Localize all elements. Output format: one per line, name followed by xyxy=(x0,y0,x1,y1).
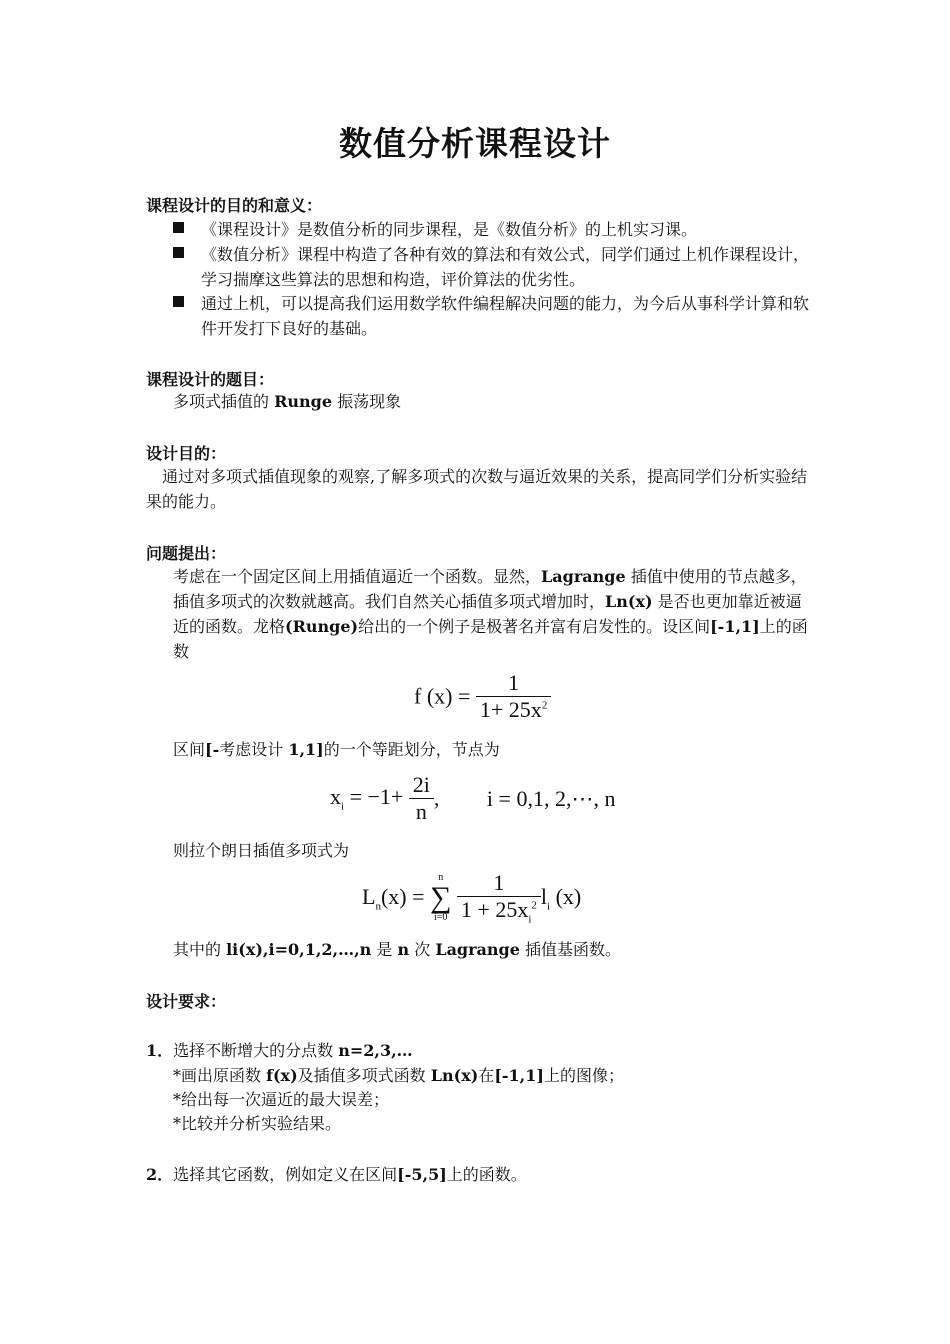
item-text: 上的函数。 xyxy=(446,1165,527,1184)
lagrange-intro: 则拉个朗日插值多项式为 xyxy=(173,841,350,860)
square-bullet-icon xyxy=(173,222,184,233)
requirement-sub-1 xyxy=(173,1063,624,1088)
sub-text: 上的图像； xyxy=(543,1066,624,1085)
denominator-text: 1 + 25x xyxy=(460,897,529,922)
l-subscript: i xyxy=(547,899,551,912)
fraction xyxy=(409,772,434,825)
formula-xi-lhs xyxy=(330,784,404,813)
bullet-text: 通过上机，可以提高我们运用数学软件编程解决问题的能力，为今后从事科学计算和软件开发打下良好的基础。 xyxy=(201,294,810,338)
sub-text: [-1,1] xyxy=(494,1066,544,1085)
problem-text: 是否也更加靠近被逼近的函数。龙格 xyxy=(173,592,802,636)
denominator-text: 1+ 25x xyxy=(479,697,542,722)
sub-text: *画出原函数 xyxy=(173,1066,267,1085)
fraction xyxy=(476,670,551,723)
item-text: [-5,5] xyxy=(397,1165,447,1184)
square-bullet-icon xyxy=(173,296,184,307)
item-text: 选择不断增大的分点数 xyxy=(173,1041,339,1060)
bullet-text: 《数值分析》课程中构造了各种有效的算法和有效公式，同学们通过上机作课程设计，学习揣摩这些算法的思想和构造，评价算法的优劣性。 xyxy=(201,245,810,289)
x-mid: = −1+ xyxy=(344,784,404,810)
requirement-item-1 xyxy=(146,1038,413,1063)
fraction-denominator xyxy=(476,696,551,723)
sub-text: 及插值多项式函数 xyxy=(297,1066,431,1085)
denominator-subscript: i xyxy=(528,913,532,926)
sigma-icon: ∑ xyxy=(430,880,452,914)
basis-text xyxy=(173,937,621,962)
l-arg: (x) xyxy=(550,883,582,909)
sub-text: f(x) xyxy=(266,1066,298,1085)
item-number: 1． xyxy=(146,1041,174,1060)
summation xyxy=(430,873,451,923)
fraction xyxy=(457,870,541,925)
item-text: n=2,3,… xyxy=(338,1041,413,1060)
x-range: i = 0,1, 2,⋯, n xyxy=(486,785,616,811)
topic-heading: 课程设计的题目： xyxy=(146,370,275,389)
goal-text: 通过对多项式插值现象的观察,了解多项式的次数与逼近效果的关系，提高同学们分析实验结果的能力。 xyxy=(146,467,808,511)
fraction-denominator xyxy=(457,896,541,925)
requirement-sub-3: *比较并分析实验结果。 xyxy=(173,1114,342,1133)
L-arg: (x) = xyxy=(380,883,425,909)
denominator-exponent: 2 xyxy=(531,899,537,912)
page-title: 数值分析课程设计 xyxy=(339,124,611,163)
purpose-heading: 课程设计的目的和意义： xyxy=(146,196,323,215)
problem-text: Ln(x) xyxy=(605,592,653,611)
problem-heading: 问题提出： xyxy=(146,544,227,563)
fraction-numerator: 1 xyxy=(493,870,505,895)
interval-text-part: 1,1] xyxy=(288,740,324,759)
basis-text-part: 插值基函数。 xyxy=(519,940,622,959)
x-comma: , xyxy=(433,785,440,811)
basis-text-part: n xyxy=(397,940,410,959)
problem-text: Lagrange xyxy=(541,567,626,586)
formula-f xyxy=(414,670,551,723)
x-subscript: i xyxy=(341,800,345,813)
goal-heading: 设计目的： xyxy=(146,444,227,463)
topic-pre: 多项式插值的 xyxy=(173,392,275,411)
interval-text-part: 区间 xyxy=(173,740,206,759)
basis-text-part: li(x),i=0,1,2,…,n xyxy=(226,940,372,959)
fraction-numerator: 1 xyxy=(508,670,520,695)
interval-text xyxy=(173,737,500,762)
interval-text-part: 的一个等距划分，节点为 xyxy=(323,740,500,759)
basis-text-part: Lagrange xyxy=(435,940,520,959)
problem-text: [-1,1] xyxy=(710,617,760,636)
x-var: x xyxy=(330,784,341,810)
problem-text: 考虑在一个固定区间上用插值逼近一个函数。显然， xyxy=(173,567,542,586)
basis-text-part: 是 xyxy=(371,940,398,959)
sub-text: 在 xyxy=(478,1066,495,1085)
formula-xi xyxy=(330,772,615,825)
formula-f-lhs: f (x) = xyxy=(414,683,471,709)
requirements-heading: 设计要求： xyxy=(146,992,227,1011)
requirement-item-2 xyxy=(146,1162,527,1187)
topic-text xyxy=(173,389,401,414)
basis-function xyxy=(540,883,582,912)
problem-text: 插值中使用的节点越多，插值多项式的次数就越高。我们自然关心插值多项式增加时， xyxy=(173,567,807,611)
basis-text-part: 其中的 xyxy=(173,940,227,959)
list-item xyxy=(173,291,813,341)
item-number: 2． xyxy=(146,1165,174,1184)
topic-runge: Runge xyxy=(274,392,333,411)
sub-text: Ln(x) xyxy=(430,1066,479,1085)
sum-upper: n xyxy=(438,871,444,883)
l-var: l xyxy=(540,883,548,909)
basis-text-part: 次 xyxy=(409,940,436,959)
formula-ln xyxy=(362,870,581,925)
list-item xyxy=(173,242,813,292)
requirement-sub-2: *给出每一次逼近的最大误差； xyxy=(173,1090,390,1109)
exponent: 2 xyxy=(541,699,548,712)
L-var: L xyxy=(362,883,376,909)
topic-post: 振荡现象 xyxy=(332,392,402,411)
L-subscript: n xyxy=(375,899,381,912)
square-bullet-icon xyxy=(173,247,184,258)
problem-paragraph xyxy=(173,564,809,664)
interval-text-part: 考虑设计 xyxy=(219,740,289,759)
problem-text: 上的函数 xyxy=(173,617,808,661)
interval-text-part: [- xyxy=(205,740,220,759)
sum-lower: i=0 xyxy=(434,911,448,923)
bullet-text: 《课程设计》是数值分析的同步课程，是《数值分析》的上机实习课。 xyxy=(201,220,698,239)
problem-text: 给出的一个例子是极著名并富有启发性的。设区间 xyxy=(358,617,711,636)
list-item xyxy=(173,217,813,242)
formula-ln-lhs xyxy=(362,883,425,912)
fraction-denominator: n xyxy=(409,798,434,825)
problem-text: (Runge) xyxy=(285,617,359,636)
item-text: 选择其它函数，例如定义在区间 xyxy=(173,1165,398,1184)
fraction-numerator: 2i xyxy=(412,772,430,797)
